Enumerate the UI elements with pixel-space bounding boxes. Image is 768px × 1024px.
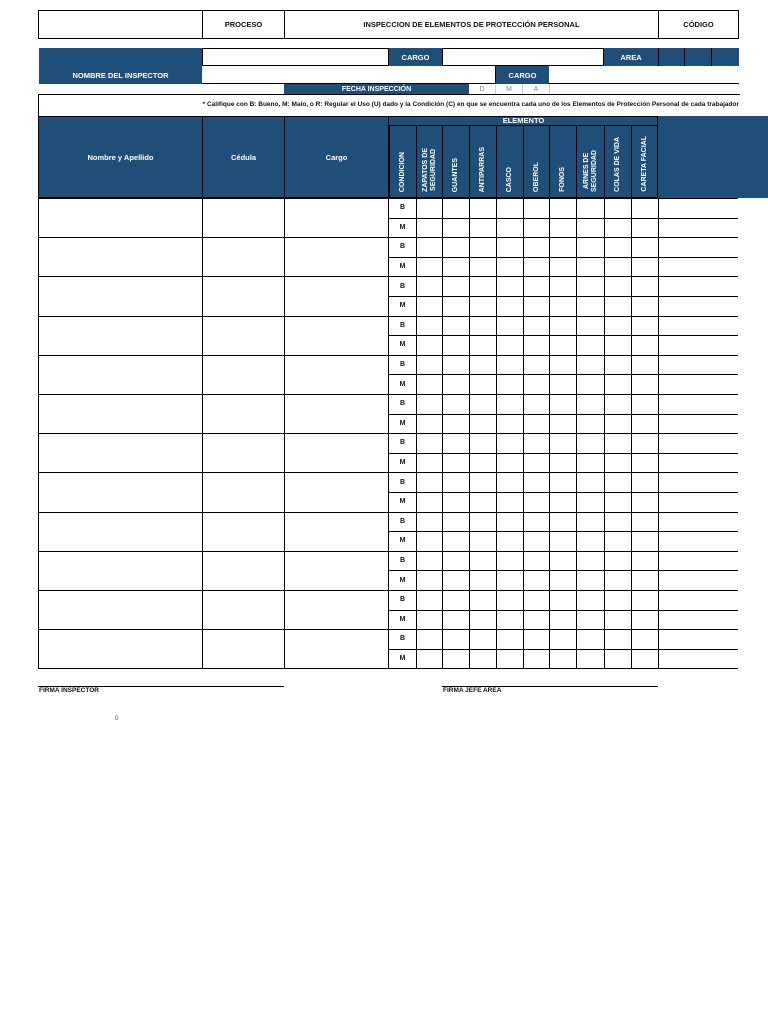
col-cargo: Cargo xyxy=(325,152,348,162)
elemento-header-1 xyxy=(416,126,442,198)
instruction-text: * Califique con B: Bueno, M: Malo, o R: Regular el Uso (U) dado y la Condición (C) en que se encuentra cada uno de los Elementos de Protección Personal de cada trabajador xyxy=(202,101,739,108)
condition-m: M xyxy=(399,302,406,310)
proceso-label: PROCESO xyxy=(224,20,263,29)
condition-m: M xyxy=(399,223,406,231)
elemento-header-label: ARNES DE SEGURIDAD xyxy=(582,149,598,192)
elemento-header-5 xyxy=(523,126,549,198)
condition-m: M xyxy=(399,615,406,623)
elemento-header-9 xyxy=(631,126,658,198)
area-label: AREA xyxy=(604,48,658,66)
condition-m: M xyxy=(399,459,406,467)
info-row1-field[interactable] xyxy=(202,48,389,66)
table-header-extension xyxy=(658,116,768,198)
elemento-header-label: ANTIPARRAS xyxy=(479,146,486,192)
elemento-header-label: OBEROL xyxy=(532,162,540,192)
area-cell-2 xyxy=(684,48,711,66)
condition-m: M xyxy=(399,576,406,584)
elemento-header-label: FONOS xyxy=(559,167,566,192)
cargo-label-1: CARGO xyxy=(389,48,442,66)
cargo-label-2: CARGO xyxy=(496,66,549,84)
cargo-field-2[interactable] xyxy=(549,66,739,84)
inspector-label: NOMBRE DEL INSPECTOR xyxy=(39,66,202,84)
condition-b: B xyxy=(399,282,406,290)
condition-b: B xyxy=(399,517,406,525)
condition-b: B xyxy=(399,557,406,565)
firma-inspector-label: FIRMA INSPECTOR xyxy=(39,687,99,694)
elemento-header-4 xyxy=(496,126,523,198)
condition-m: M xyxy=(399,341,406,349)
elemento-header-8 xyxy=(604,126,631,198)
condition-m: M xyxy=(399,537,406,545)
elemento-header-label: CONDICION xyxy=(399,151,406,192)
elemento-header-label: ZAPATOS DE SEGURIDAD xyxy=(421,148,437,192)
inspector-name-field[interactable] xyxy=(202,66,496,84)
firma-jefe-label: FIRMA JEFE AREA xyxy=(443,687,502,694)
elemento-header-3 xyxy=(469,126,496,198)
condition-m: M xyxy=(399,263,406,271)
elemento-header-label: GUANTES xyxy=(452,157,459,192)
condition-b: B xyxy=(399,204,406,212)
area-cell-1 xyxy=(658,48,684,66)
condition-b: B xyxy=(399,635,406,643)
info-row1-blue-cell xyxy=(39,48,202,66)
elemento-header-7 xyxy=(576,126,604,198)
condition-m: M xyxy=(399,419,406,427)
elemento-label: ELEMENTO xyxy=(389,116,658,126)
fecha-month[interactable]: M xyxy=(496,84,523,94)
condition-b: B xyxy=(399,439,406,447)
elemento-header-label: CASCO xyxy=(506,166,513,192)
condition-m: M xyxy=(399,498,406,506)
elemento-header-6 xyxy=(549,126,576,198)
area-cell-3 xyxy=(711,48,739,66)
small-mark: 0 xyxy=(115,716,119,722)
condition-b: B xyxy=(399,243,406,251)
col-cedula: Cédula xyxy=(230,152,256,162)
elemento-header-2 xyxy=(442,126,469,198)
col-nombre: Nombre y Apellido xyxy=(87,152,154,162)
condition-b: B xyxy=(399,361,406,369)
condition-b: B xyxy=(399,321,406,329)
condition-m: M xyxy=(399,380,406,388)
condition-b: B xyxy=(399,596,406,604)
codigo-label: CÓDIGO xyxy=(683,20,714,29)
elemento-header-0 xyxy=(389,126,416,198)
condition-b: B xyxy=(399,478,406,486)
fecha-year[interactable]: A xyxy=(523,84,550,94)
condition-m: M xyxy=(399,655,406,663)
elemento-header-label: CARETA FACIAL xyxy=(641,136,648,192)
fecha-day[interactable]: D xyxy=(469,84,496,94)
form-title: INSPECCION DE ELEMENTOS DE PROTECCIÓN PERSONAL xyxy=(363,20,580,29)
condition-b: B xyxy=(399,400,406,408)
cargo-field-1[interactable] xyxy=(442,48,604,66)
fecha-label: FECHA INSPECCIÓN xyxy=(284,84,469,94)
elemento-header-label: COLAS DE VIDA xyxy=(614,137,621,192)
